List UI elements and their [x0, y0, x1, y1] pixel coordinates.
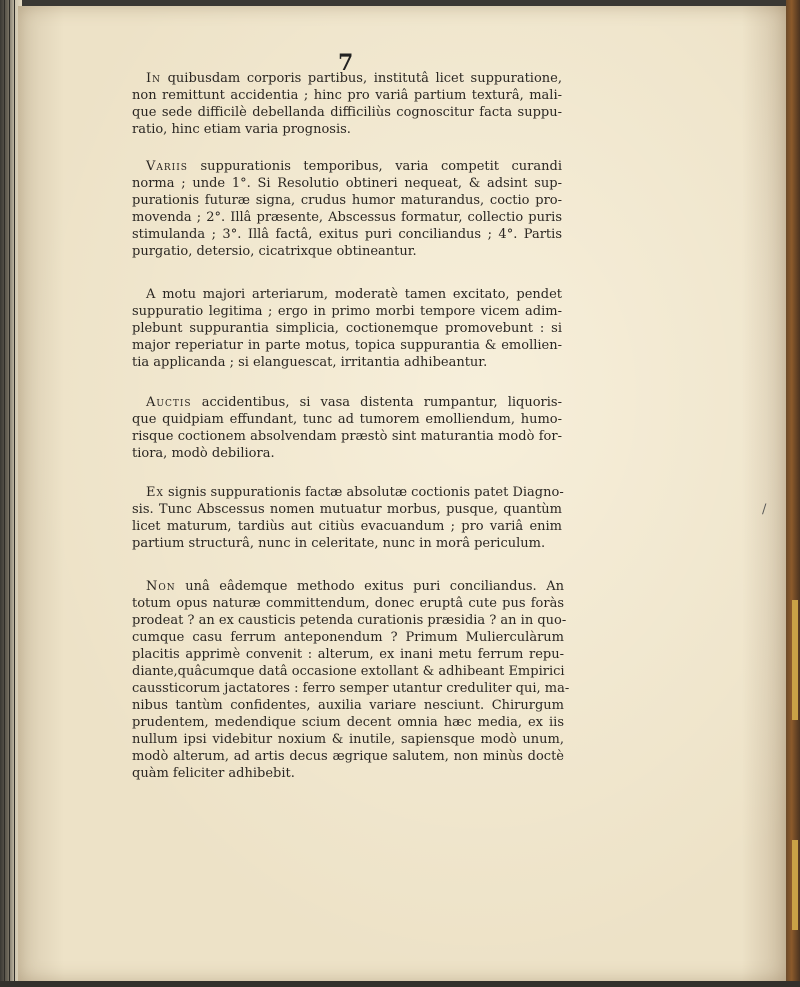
- text-line: prudentem, medendique scium decent omnia hæc media, ex iis: [132, 715, 564, 730]
- text-line: major reperiatur in parte motus, topica suppurantia & emollien-: [132, 338, 562, 353]
- text-line: licet maturum, tardiùs aut citiùs evacuandum ; pro variâ enim: [132, 519, 562, 534]
- paragraph-3: [132, 286, 562, 371]
- text-line: sis. Tunc Abscessus nomen mutuatur morbus, pusque, quantùm: [132, 502, 562, 517]
- text-line: risque coctionem absolvendam præstò sint maturantia modò for-: [132, 429, 562, 444]
- text-line: que sede difficilè debellanda difficiliùs cognoscitur facta suppu-: [132, 105, 562, 120]
- text-line: placitis apprimè convenit : alterum, ex inani metu ferrum repu-: [132, 647, 564, 662]
- text-line: quàm feliciter adhibebit.: [132, 766, 295, 781]
- text-line: modò alterum, ad artis decus ægrique salutem, non minùs doctè: [132, 749, 564, 764]
- text-line: A motu majori arteriarum, moderatè tamen excitato, pendet: [146, 287, 562, 302]
- text-line: diante,quâcumque datâ occasione extollant & adhibeant Empirici: [132, 664, 565, 679]
- text-line: prodeat ? an ex causticis petenda curationis præsidia ? an in quo-: [132, 613, 567, 628]
- paragraph-6: [132, 578, 570, 782]
- text-line: non remittunt accidentia ; hinc pro variâ partium texturâ, mali-: [132, 88, 562, 103]
- text-line: totum opus naturæ committendum, donec eruptâ cute pus foràs: [132, 596, 564, 611]
- paragraph-2: [132, 158, 562, 260]
- text-line: cumque casu ferrum anteponendum ? Primum Mulierculàrum: [132, 630, 564, 645]
- text-line: Variis suppurationis temporibus, varia competit curandi: [146, 159, 562, 174]
- paragraph-1: [132, 70, 562, 138]
- bottom-border: [0, 981, 800, 987]
- text-line: caussticorum jactatores : ferro semper utantur creduliter qui, ma-: [132, 681, 570, 696]
- text-line: plebunt suppurantia simplicia, coctionemque promovebunt : si: [132, 321, 562, 336]
- text-line: que quidpiam effundant, tunc ad tumorem emolliendum, humo-: [132, 412, 562, 427]
- text-line: In quibusdam corporis partibus, institutâ licet suppuratione,: [146, 71, 562, 86]
- margin-mark: /: [762, 502, 767, 517]
- text-line: Auctis accidentibus, si vasa distenta rumpantur, liquoris-: [146, 395, 562, 410]
- text-line: tia applicanda ; si elanguescat, irritantia adhibeantur.: [132, 355, 488, 370]
- text-line: movenda ; 2°. Illâ præsente, Abscessus formatur, collectio puris: [132, 210, 562, 225]
- text-line: stimulanda ; 3°. Illâ factâ, exitus puri conciliandus ; 4°. Partis: [132, 227, 562, 242]
- page-number: 7: [338, 50, 354, 76]
- text-line: partium structurâ, nunc in celeritate, nunc in morâ periculum.: [132, 536, 546, 551]
- paragraph-4: [132, 394, 562, 462]
- text-line: nibus tantùm confidentes, auxilia variare nesciunt. Chirurgum: [132, 698, 564, 713]
- text-line: purgatio, detersio, cicatrixque obtineantur.: [132, 244, 417, 259]
- text-line: Ex signis suppurationis factæ absolutæ coctionis patet Diagno-: [146, 485, 564, 500]
- text-line: purationis futuræ signa, crudus humor maturandus, coctio pro-: [132, 193, 562, 208]
- text-line: nullum ipsi videbitur noxium & inutile, sapiensque modò unum,: [132, 732, 564, 747]
- text-line: ratio, hinc etiam varia prognosis.: [132, 122, 351, 137]
- paragraph-5: [132, 484, 562, 552]
- text-line: suppuratio legitima ; ergo in primo morbi tempore vicem adim-: [132, 304, 562, 319]
- text-line: Non unâ eâdemque methodo exitus puri conciliandus. An: [146, 579, 564, 594]
- page-edge-right: [786, 0, 800, 987]
- text-line: tiora, modò debiliora.: [132, 446, 275, 461]
- text-line: norma ; unde 1°. Si Resolutio obtineri nequeat, & adsint sup-: [132, 176, 562, 191]
